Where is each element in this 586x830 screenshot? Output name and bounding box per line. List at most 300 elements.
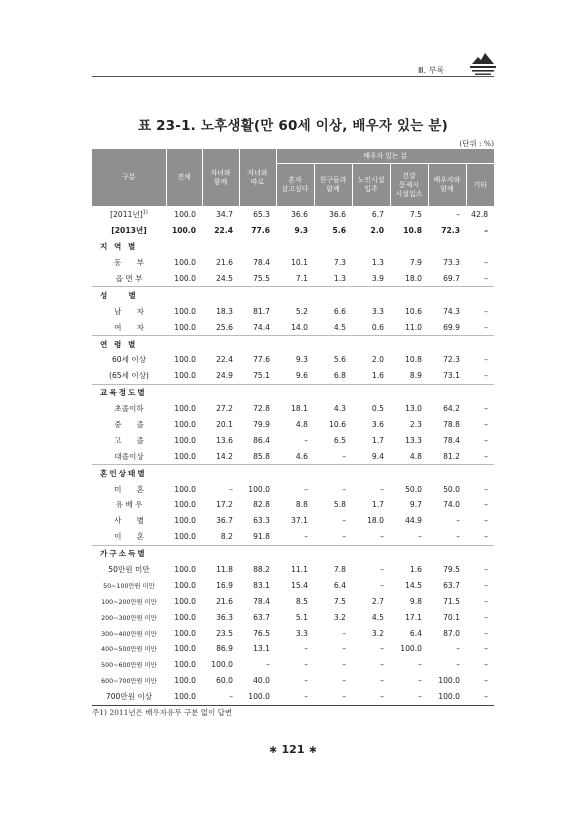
table-cell: 69.7	[443, 274, 460, 283]
table-cell: 44.9	[405, 516, 422, 526]
table-cell: 100.0	[174, 371, 196, 381]
category-row	[92, 465, 494, 481]
table-cell: 100.0	[174, 612, 196, 622]
table-cell: –	[484, 500, 489, 510]
row-label: 400~500만원 미만	[101, 646, 157, 654]
empty-cell	[276, 239, 314, 255]
table-cell: 37.1	[291, 516, 308, 526]
table-cell: 4.5	[333, 322, 346, 332]
empty-cell	[352, 336, 390, 352]
empty-cell	[276, 545, 314, 561]
table-cell: –	[380, 580, 384, 590]
col-header-other: 기타	[466, 164, 494, 207]
table-cell: 100.0	[174, 500, 196, 510]
table-cell: 7.5	[390, 207, 428, 223]
row-label: (65세 이상)	[108, 371, 149, 381]
table-row	[92, 207, 494, 223]
empty-cell	[202, 545, 239, 561]
table-cell: 86.4	[253, 435, 270, 445]
table-cell: –	[484, 435, 489, 445]
table-cell: 1.3	[333, 274, 346, 283]
table-cell: 72.3	[441, 226, 460, 236]
table-cell: 7.9	[409, 258, 422, 268]
row-label: 초졸이하	[114, 404, 144, 414]
table-cell: 2.7	[371, 596, 384, 606]
table-cell: 2.0	[370, 226, 384, 236]
table-cell: 4.6	[295, 451, 308, 461]
empty-cell	[428, 239, 466, 255]
table-cell: 100.0	[174, 532, 196, 542]
table-cell: –	[418, 660, 422, 670]
col-header-nursing: 노인시설 입주	[352, 164, 390, 207]
header-rule	[92, 76, 494, 77]
table-row	[92, 577, 494, 593]
unit-label: (단위 : %)	[459, 139, 494, 148]
table-cell: 2.3	[409, 420, 422, 430]
table-cell: 72.8	[253, 404, 270, 414]
table-cell: 15.4	[291, 580, 308, 590]
row-label: 사 별	[114, 516, 144, 526]
table-row	[92, 562, 494, 578]
table-cell: –	[380, 644, 384, 654]
table-cell: 25.6	[216, 322, 233, 332]
table-row	[92, 401, 494, 417]
table-cell: 100.0	[174, 628, 196, 638]
table-cell: 11.1	[291, 565, 308, 575]
table-cell: 1.6	[371, 371, 384, 381]
col-header-friends: 친구들과 함께	[314, 164, 352, 207]
table-cell: 3.2	[333, 612, 346, 622]
category-row	[92, 545, 494, 561]
row-label: 여 자	[114, 322, 144, 332]
table-cell: –	[342, 676, 346, 686]
table-cell: –	[304, 676, 308, 686]
category-row	[92, 384, 494, 400]
table-cell: 6.4	[333, 580, 346, 590]
table-cell: 75.1	[253, 371, 270, 381]
empty-cell	[466, 465, 494, 481]
table-cell: 1.7	[371, 500, 384, 510]
empty-cell	[352, 465, 390, 481]
table-cell: 74.0	[443, 500, 460, 510]
table-cell: –	[314, 689, 352, 705]
row-label: 지 역 별	[100, 242, 138, 252]
empty-cell	[314, 545, 352, 561]
table-cell: 10.8	[403, 226, 422, 236]
table-cell: 18.0	[405, 274, 422, 283]
table-cell: –	[276, 689, 314, 705]
table-cell: 13.3	[405, 435, 422, 445]
table-cell: 100.0	[428, 689, 466, 705]
table-row	[92, 352, 494, 368]
empty-cell	[466, 384, 494, 400]
table-row	[92, 529, 494, 545]
table-cell: 100.0	[174, 644, 196, 654]
empty-cell	[314, 384, 352, 400]
table-row	[92, 417, 494, 433]
table-cell: –	[304, 532, 308, 542]
empty-cell	[466, 336, 494, 352]
empty-cell	[239, 465, 276, 481]
table-row	[92, 689, 494, 705]
table-cell: 8.8	[295, 500, 308, 510]
col-header-group: 구분	[92, 149, 166, 207]
table-cell: 100.0	[174, 435, 196, 445]
table-cell: –	[352, 689, 390, 705]
empty-cell	[428, 336, 466, 352]
section-label: Ⅲ. 부록	[418, 66, 445, 75]
table-cell: 14.2	[216, 451, 233, 461]
empty-cell	[276, 287, 314, 303]
table-cell: –	[484, 451, 489, 461]
table-cell: 4.8	[409, 451, 422, 461]
table-cell: –	[484, 565, 489, 575]
table-cell: –	[418, 676, 422, 686]
table-cell: 11.0	[405, 322, 422, 332]
table-cell: –	[342, 628, 346, 638]
col-header-spouse: 배우자와 함께	[428, 164, 466, 207]
table-cell: 23.5	[216, 628, 233, 638]
table-cell: 9.3	[294, 226, 308, 236]
table-cell: –	[304, 660, 308, 670]
empty-cell	[166, 545, 202, 561]
table-cell: 100.0	[174, 306, 196, 316]
table-cell: –	[342, 532, 346, 542]
table-cell: –	[456, 644, 460, 654]
table-cell: 73.1	[443, 371, 460, 381]
table-cell: 69.9	[443, 322, 460, 332]
table-row	[92, 319, 494, 335]
empty-cell	[166, 384, 202, 400]
table-cell: 100.0	[166, 207, 202, 223]
empty-cell	[314, 336, 352, 352]
table-cell: 42.8	[466, 207, 494, 223]
empty-cell	[202, 239, 239, 255]
table-cell: 79.5	[443, 565, 460, 575]
empty-cell	[352, 239, 390, 255]
table-cell: 100.0	[174, 565, 196, 575]
table-cell: –	[456, 516, 460, 526]
empty-cell	[239, 287, 276, 303]
table-row	[92, 513, 494, 529]
table-cell: 1.6	[409, 565, 422, 575]
table-cell: 9.6	[295, 371, 308, 381]
row-label: 읍 면 부	[115, 274, 143, 283]
empty-cell	[466, 287, 494, 303]
table-row	[92, 593, 494, 609]
table-cell: –	[342, 516, 346, 526]
empty-cell	[314, 287, 352, 303]
row-label: 500~600만원 미만	[101, 662, 157, 670]
empty-cell	[390, 384, 428, 400]
table-cell: 100.0	[239, 689, 276, 705]
table-cell: 7.8	[333, 565, 346, 575]
empty-cell	[428, 545, 466, 561]
table-cell: 1.3	[371, 258, 384, 268]
table-cell: –	[484, 306, 489, 316]
table-cell: –	[380, 660, 384, 670]
table-cell: 100.0	[171, 226, 196, 236]
table-cell: 22.4	[216, 355, 233, 365]
table-cell: 5.6	[332, 226, 346, 236]
empty-cell	[352, 545, 390, 561]
table-cell: 9.3	[295, 355, 308, 365]
table-cell: 100.0	[211, 660, 233, 670]
table-cell: 40.0	[253, 676, 270, 686]
table-cell: 4.3	[333, 404, 346, 414]
table-cell: 71.5	[443, 596, 460, 606]
table-cell: 6.5	[333, 435, 346, 445]
table-cell: –	[380, 484, 384, 494]
table-cell: 18.3	[216, 306, 233, 316]
table-cell: 14.5	[405, 580, 422, 590]
table-row	[92, 368, 494, 384]
table-cell: 3.9	[371, 274, 384, 283]
table-cell: 82.8	[253, 500, 270, 510]
empty-cell	[166, 239, 202, 255]
empty-cell	[239, 384, 276, 400]
col-header-with-children: 자녀와 함께	[202, 149, 239, 207]
table-cell: –	[342, 451, 346, 461]
table-cell: 100.0	[174, 355, 196, 365]
table-cell: 16.9	[216, 580, 233, 590]
table-cell: –	[342, 484, 346, 494]
row-label: 중 졸	[114, 420, 144, 430]
table-cell: –	[380, 565, 384, 575]
table-cell: 100.0	[174, 676, 196, 686]
empty-cell	[166, 336, 202, 352]
table-cell: –	[484, 226, 489, 236]
empty-cell	[390, 545, 428, 561]
table-cell: 74.4	[253, 322, 270, 332]
row-label: 이 혼	[114, 532, 144, 542]
table-cell: 64.2	[443, 404, 460, 414]
empty-cell	[428, 465, 466, 481]
empty-cell	[390, 336, 428, 352]
table-cell: –	[484, 628, 489, 638]
table-cell: 63.3	[253, 516, 270, 526]
table-cell: 14.0	[291, 322, 308, 332]
table-row	[92, 657, 494, 673]
empty-cell	[202, 287, 239, 303]
row-label: 남 자	[114, 306, 144, 316]
footnote-marker: 1)	[142, 209, 148, 216]
table-row	[92, 223, 494, 239]
table-cell: 77.6	[253, 355, 270, 365]
table-cell: 4.8	[295, 420, 308, 430]
empty-cell	[276, 384, 314, 400]
col-header-spouse-group: 배우자 있는 분	[276, 149, 494, 164]
table-cell: 100.0	[174, 596, 196, 606]
table-cell: 65.3	[239, 207, 276, 223]
table-cell: 6.4	[409, 628, 422, 638]
table-cell: 17.1	[405, 612, 422, 622]
table-cell: 74.3	[443, 306, 460, 316]
table-cell: 8.2	[220, 532, 233, 542]
table-row	[92, 303, 494, 319]
table-cell: –	[484, 371, 489, 381]
empty-cell	[202, 465, 239, 481]
row-label: 연 령 별	[92, 336, 166, 352]
table-cell: –	[380, 532, 384, 542]
table-cell: –	[229, 484, 233, 494]
mountain-logo-icon	[470, 52, 496, 76]
table-cell: 100.0	[174, 660, 196, 670]
table-cell: 18.1	[291, 404, 308, 414]
row-label: 600~700만원 미만	[101, 678, 157, 686]
table-cell: –	[484, 676, 489, 686]
row-label: 60세 이상	[111, 355, 147, 365]
row-label: 동 부	[114, 258, 144, 268]
table-cell: 11.8	[216, 565, 233, 575]
table-cell: 91.8	[253, 532, 270, 542]
table-cell: 7.5	[333, 596, 346, 606]
table-cell: 21.6	[216, 258, 233, 268]
table-cell: 83.1	[253, 580, 270, 590]
table-cell: 100.0	[400, 644, 422, 654]
table-cell: 63.7	[253, 612, 270, 622]
table-cell: –	[484, 532, 489, 542]
empty-cell	[166, 465, 202, 481]
table-cell: 5.1	[295, 612, 308, 622]
table-cell: 100.0	[174, 404, 196, 414]
empty-cell	[239, 336, 276, 352]
table-cell: 9.4	[371, 451, 384, 461]
empty-cell	[352, 287, 390, 303]
table-cell: 4.5	[371, 612, 384, 622]
table-cell: –	[428, 207, 466, 223]
row-label: 교육정도별	[92, 384, 166, 400]
table-cell: 34.7	[202, 207, 239, 223]
table-cell: 5.6	[333, 355, 346, 365]
table-row	[92, 432, 494, 448]
empty-cell	[428, 287, 466, 303]
row-label: 유 배 우	[115, 500, 143, 510]
table-cell: 3.2	[371, 628, 384, 638]
table-cell: –	[484, 274, 489, 283]
table-cell: –	[304, 435, 308, 445]
table-row	[92, 673, 494, 689]
table-cell: –	[456, 532, 460, 542]
empty-cell	[428, 384, 466, 400]
table-cell: –	[484, 258, 489, 268]
table-cell: 86.9	[216, 644, 233, 654]
table-cell: –	[484, 612, 489, 622]
row-label: 700만원 이상	[92, 689, 166, 705]
table-cell: 70.1	[443, 612, 460, 622]
table-cell: 100.0	[166, 689, 202, 705]
table-cell: –	[390, 689, 428, 705]
table-cell: 73.3	[443, 258, 460, 268]
table-cell: 1.7	[371, 435, 384, 445]
table-cell: 22.4	[214, 226, 233, 236]
table-cell: 78.4	[443, 435, 460, 445]
table-cell: 76.5	[253, 628, 270, 638]
table-cell: 10.8	[405, 355, 422, 365]
table-row	[92, 625, 494, 641]
table-cell: 100.0	[174, 274, 196, 283]
table-cell: 17.2	[216, 500, 233, 510]
table-cell: 36.3	[216, 612, 233, 622]
table-cell: 50.0	[405, 484, 422, 494]
table-cell: 36.6	[276, 207, 314, 223]
table-cell: 10.6	[405, 306, 422, 316]
table-cell: 8.9	[409, 371, 422, 381]
col-header-total: 전체	[166, 149, 202, 207]
table-cell: 27.2	[216, 404, 233, 414]
table-cell: 79.9	[253, 420, 270, 430]
table-row	[92, 609, 494, 625]
table-cell: 0.5	[371, 404, 384, 414]
table-cell: 81.2	[443, 451, 460, 461]
empty-cell	[239, 545, 276, 561]
category-row	[92, 336, 494, 352]
empty-cell	[314, 239, 352, 255]
row-label: [2013년]	[111, 226, 147, 236]
table-cell: 78.4	[253, 258, 270, 268]
table-cell: 85.8	[253, 451, 270, 461]
table-cell: 7.1	[295, 274, 308, 283]
row-label: 고 졸	[114, 435, 144, 445]
table-cell: 3.3	[295, 628, 308, 638]
table-cell: 36.6	[314, 207, 352, 223]
table-row	[92, 481, 494, 497]
table-cell: –	[342, 644, 346, 654]
table-cell: 50.0	[443, 484, 460, 494]
table-cell: 72.3	[443, 355, 460, 365]
table-cell: –	[484, 596, 489, 606]
row-label: 성 별	[92, 287, 166, 303]
empty-cell	[390, 287, 428, 303]
table-cell: –	[484, 580, 489, 590]
table-row	[92, 641, 494, 657]
empty-cell	[202, 384, 239, 400]
table-cell: 100.0	[174, 322, 196, 332]
row-label: 가구소득별	[92, 545, 166, 561]
table-cell: 21.6	[216, 596, 233, 606]
table-title: 표 23-1. 노후생활(만 60세 이상, 배우자 있는 분)	[137, 118, 449, 134]
table-cell: 8.5	[295, 596, 308, 606]
table-cell: 13.0	[405, 404, 422, 414]
table-row	[92, 271, 494, 287]
table-cell: –	[484, 404, 489, 414]
table-cell: 81.7	[253, 306, 270, 316]
table-cell: 24.5	[216, 274, 233, 283]
empty-cell	[276, 336, 314, 352]
table-cell: 6.8	[333, 371, 346, 381]
table-cell: 100.0	[438, 676, 460, 686]
table-cell: –	[484, 355, 489, 365]
table-cell: 10.1	[291, 258, 308, 268]
table-cell: 75.5	[253, 274, 270, 283]
empty-cell	[276, 465, 314, 481]
table-row	[92, 255, 494, 271]
table-cell: 100.0	[174, 420, 196, 430]
table-cell: 10.6	[329, 420, 346, 430]
table-cell: 13.6	[216, 435, 233, 445]
data-table	[92, 149, 494, 706]
empty-cell	[466, 545, 494, 561]
table-cell: 87.0	[443, 628, 460, 638]
table-cell: –	[304, 644, 308, 654]
table-cell: 100.0	[174, 451, 196, 461]
table-cell: 78.4	[253, 596, 270, 606]
table-cell: –	[418, 532, 422, 542]
table-cell: –	[484, 516, 489, 526]
table-cell: –	[484, 484, 489, 494]
row-label: 대졸이상	[114, 451, 144, 461]
table-cell: –	[466, 689, 494, 705]
